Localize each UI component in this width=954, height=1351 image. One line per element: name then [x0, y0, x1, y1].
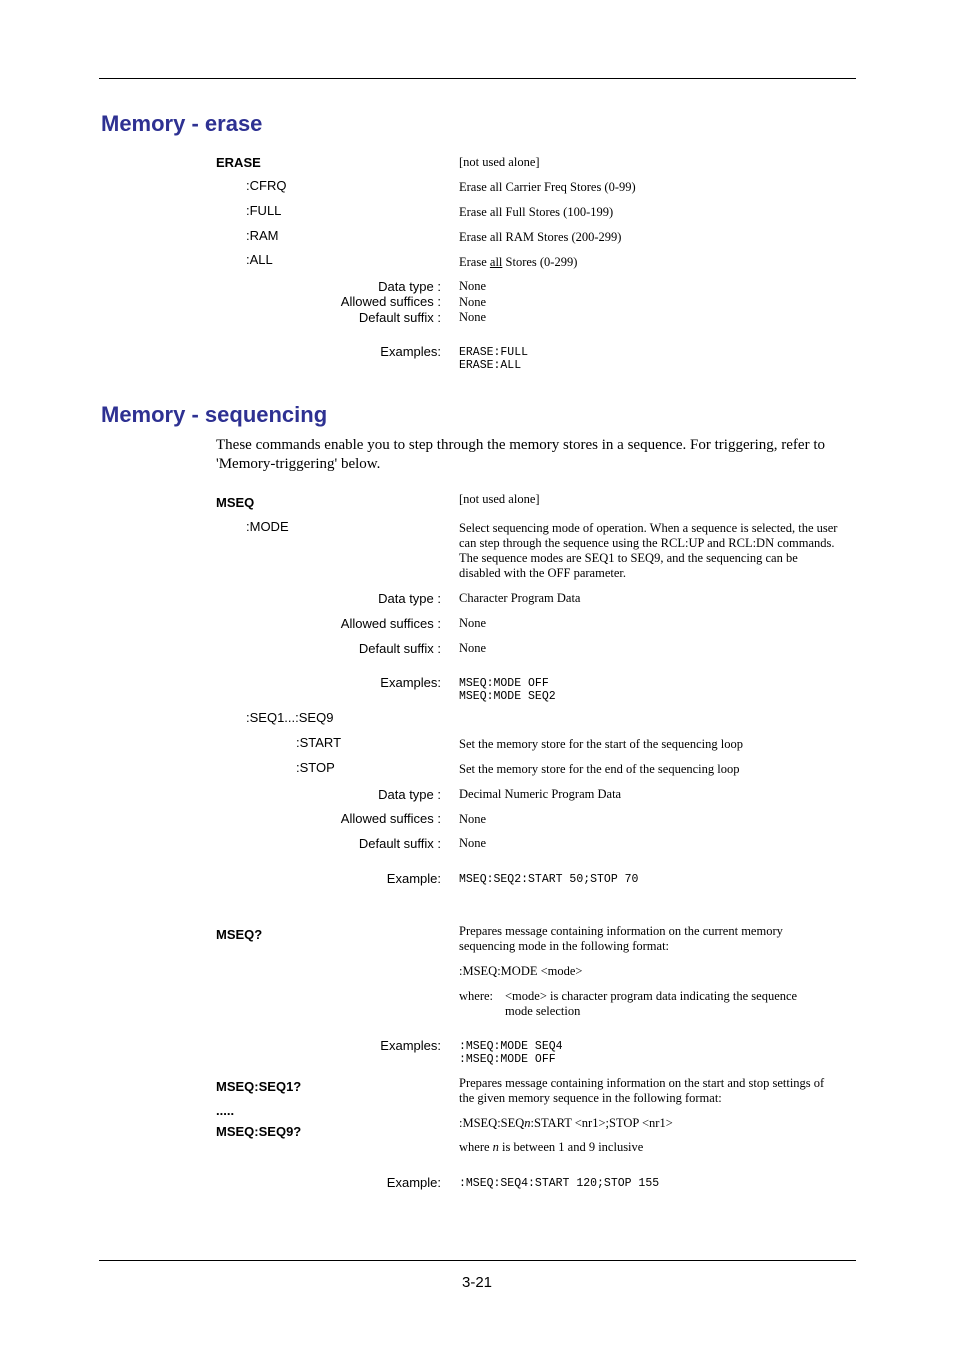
subcommand-seqn: :SEQ1...:SEQ9	[246, 710, 334, 725]
subcommand-stop: :STOP	[296, 760, 335, 775]
mode-default: None	[459, 641, 487, 655]
seqn-example: MSEQ:SEQ2:START 50;STOP 70	[459, 873, 639, 886]
erase-data-type: None	[459, 279, 487, 293]
command-mseq-seq9-query: MSEQ:SEQ9?	[216, 1124, 302, 1139]
seqn-example-label: Example:	[386, 871, 441, 886]
section-heading-erase: Memory - erase	[101, 111, 263, 136]
query-desc: Prepares message containing information on the current memory sequencing mode in the following format:	[459, 924, 783, 953]
seqn-default: None	[459, 836, 487, 850]
mode-example-2: MSEQ:MODE SEQ2	[459, 690, 556, 703]
command-mseq-desc: [not used alone]	[459, 492, 540, 506]
erase-allowed: None	[459, 295, 487, 309]
mode-example-1: MSEQ:MODE OFF	[459, 677, 549, 690]
seqn-query-example: :MSEQ:SEQ4:START 120;STOP 155	[459, 1177, 660, 1190]
all-desc-underlined: all	[489, 255, 503, 269]
subcommand-full-desc: Erase all Full Stores (100-199)	[459, 205, 614, 219]
command-erase: ERASE	[216, 155, 261, 170]
erase-default: None	[459, 310, 487, 324]
query-where-label: where:	[459, 989, 494, 1003]
mode-default-label: Default suffix :	[358, 641, 441, 656]
subcommand-start: :START	[296, 735, 342, 750]
mode-data-type-label: Data type :	[378, 591, 441, 606]
seqn-query-where	[459, 1140, 643, 1155]
seqn-query-where-pre: where	[459, 1140, 493, 1154]
seqn-query-example-label: Example:	[386, 1175, 441, 1190]
erase-data-type-label: Data type :	[378, 279, 441, 294]
erase-example-2: ERASE:ALL	[459, 359, 522, 372]
subcommand-all: :ALL	[246, 252, 273, 267]
section-heading-sequencing: Memory - sequencing	[101, 402, 328, 427]
seqn-allowed: None	[459, 812, 487, 826]
all-desc-post: Stores (0-299)	[502, 255, 578, 269]
erase-examples-label: Examples:	[380, 344, 441, 359]
query-examples-label: Examples:	[380, 1038, 441, 1053]
command-mseq: MSEQ	[216, 495, 255, 510]
seqn-data-type: Decimal Numeric Program Data	[459, 787, 622, 801]
query-where: <mode> is character program data indicating the sequence mode selection	[505, 989, 798, 1018]
command-mseq-seq1-query: MSEQ:SEQ1?	[216, 1079, 302, 1094]
seqn-allowed-label: Allowed suffices :	[340, 811, 441, 826]
erase-example-1: ERASE:FULL	[459, 346, 529, 359]
command-mseq-query: MSEQ?	[216, 927, 263, 942]
query-example-1: :MSEQ:MODE SEQ4	[459, 1040, 563, 1053]
seqn-query-desc: Prepares message containing information on the start and stop settings of the given memory sequence in the following format:	[459, 1076, 825, 1105]
subcommand-stop-desc: Set the memory store for the end of the sequencing loop	[459, 762, 740, 776]
seqn-query-where-n: n	[492, 1140, 499, 1154]
page-number: 3-21	[461, 1274, 493, 1291]
mode-data-type: Character Program Data	[459, 591, 581, 605]
subcommand-cfrq-desc: Erase all Carrier Freq Stores (0-99)	[459, 180, 636, 194]
footer-rule	[99, 1260, 856, 1261]
seqn-default-label: Default suffix :	[358, 836, 441, 851]
query-format: :MSEQ:MODE <mode>	[459, 964, 583, 978]
subcommand-ram-desc: Erase all RAM Stores (200-299)	[459, 230, 622, 244]
subcommand-cfrq: :CFRQ	[246, 178, 287, 193]
mode-allowed-label: Allowed suffices :	[340, 616, 441, 631]
subcommand-start-desc: Set the memory store for the start of the sequencing loop	[459, 737, 743, 751]
query-example-2: :MSEQ:MODE OFF	[459, 1053, 556, 1066]
seqn-query-format-pre: :MSEQ:SEQ	[459, 1116, 525, 1130]
mode-allowed: None	[459, 616, 487, 630]
erase-default-label: Default suffix :	[358, 310, 441, 325]
command-erase-desc: [not used alone]	[459, 155, 540, 169]
erase-allowed-label: Allowed suffices :	[340, 294, 441, 309]
seqn-query-format	[459, 1116, 673, 1131]
seqn-data-type-label: Data type :	[378, 787, 441, 802]
command-ellipsis: .....	[216, 1103, 235, 1118]
seqn-query-where-post: is between 1 and 9 inclusive	[498, 1140, 644, 1154]
subcommand-ram: :RAM	[246, 228, 279, 243]
subcommand-mode: :MODE	[246, 519, 289, 534]
seqn-query-format-post: :START <nr1>;STOP <nr1>	[530, 1116, 673, 1130]
mode-examples-label: Examples:	[380, 675, 441, 690]
subcommand-full: :FULL	[246, 203, 282, 218]
all-desc-pre: Erase	[459, 255, 490, 269]
seqn-query-format-n: n	[524, 1116, 531, 1130]
header-rule	[99, 78, 856, 79]
subcommand-all-desc	[459, 255, 577, 270]
subcommand-mode-desc: Select sequencing mode of operation. When a sequence is selected, the user can step through the sequence using the RCL:UP and RCL:DN commands. The sequence modes are SEQ1 to SEQ9, and the sequencing can be disabled with the OFF parameter.	[459, 521, 838, 580]
sequencing-intro: These commands enable you to step through the memory stores in a sequence. For triggering, refer to 'Memory-triggering' below.	[216, 437, 825, 472]
